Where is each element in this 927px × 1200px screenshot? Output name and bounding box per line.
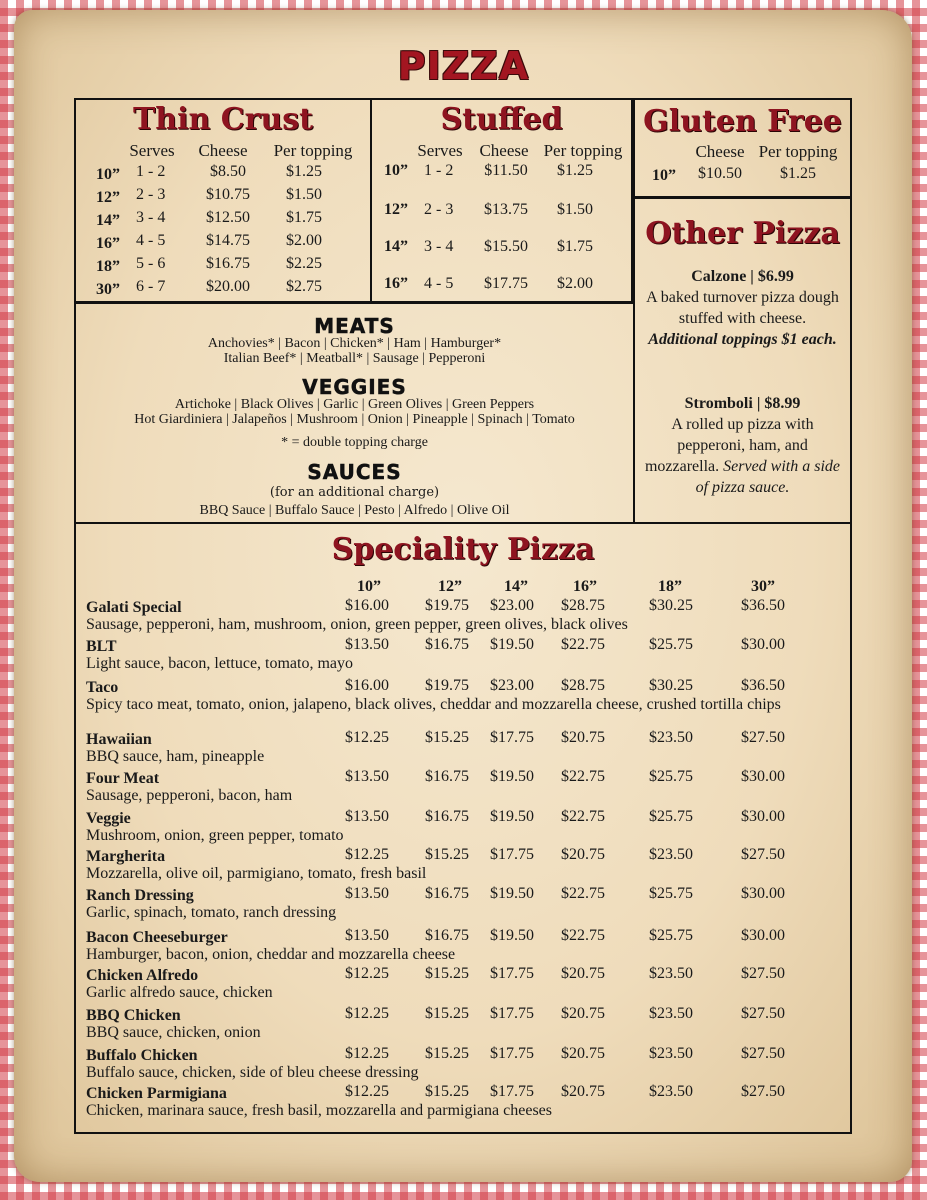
thin-crust-topping: $1.25	[286, 163, 322, 180]
speciality-item-price: $20.75	[561, 846, 605, 863]
stuffed-col-header: Serves	[417, 141, 463, 160]
stuffed-cheese: $11.50	[484, 162, 528, 179]
thin-crust-cheese: $20.00	[206, 278, 250, 295]
thin-crust-size: 16”	[96, 235, 120, 252]
speciality-item-price: $19.50	[490, 808, 534, 825]
gluten-free-size: 10”	[652, 167, 676, 184]
gluten-free-cheese-price: $10.50	[698, 165, 742, 182]
speciality-item-price: $12.25	[345, 1005, 389, 1022]
speciality-item-description: Chicken, marinara sauce, fresh basil, mozzarella and parmigiana cheeses	[86, 1102, 553, 1119]
speciality-item-description: Sausage, pepperoni, ham, mushroom, onion, green pepper, green olives, black olives	[86, 616, 628, 633]
thin-crust-size: 12”	[96, 189, 120, 206]
thin-crust-serves: 1 - 2	[136, 163, 166, 180]
speciality-item-price: $30.00	[741, 927, 785, 944]
speciality-item-price: $22.75	[561, 885, 605, 902]
speciality-item-price: $15.25	[425, 846, 469, 863]
speciality-item-price: $13.50	[345, 885, 389, 902]
speciality-item-price: $22.75	[561, 808, 605, 825]
speciality-item-price: $27.50	[741, 1045, 785, 1062]
other-pizza-header: Other Pizza	[645, 216, 840, 251]
speciality-item-description: BBQ sauce, ham, pineapple	[86, 748, 265, 765]
speciality-size-header: 16”	[573, 578, 597, 595]
sauces-header: SAUCES	[307, 460, 402, 484]
stuffed-cheese: $17.75	[484, 275, 528, 292]
speciality-item-name: Chicken Parmigiana	[86, 1085, 227, 1102]
thin-crust-serves: 5 - 6	[136, 255, 166, 272]
speciality-item-price: $23.50	[649, 846, 693, 863]
thin-crust-serves: 4 - 5	[136, 232, 166, 249]
speciality-item-price: $12.25	[345, 1045, 389, 1062]
thin-crust-topping: $2.25	[286, 255, 322, 272]
speciality-item-price: $12.25	[345, 846, 389, 863]
speciality-item-price: $12.25	[345, 729, 389, 746]
speciality-item-price: $27.50	[741, 846, 785, 863]
gluten-free-topping-price: $1.25	[780, 165, 816, 182]
speciality-item-price: $28.75	[561, 677, 605, 694]
stuffed-serves: 4 - 5	[424, 275, 454, 292]
gluten-free-col-topping: Per topping	[758, 142, 838, 161]
speciality-item-price: $15.25	[425, 1045, 469, 1062]
speciality-item-price: $12.25	[345, 1083, 389, 1100]
speciality-header: Speciality Pizza	[331, 532, 595, 567]
gluten-free-col-cheese: Cheese	[695, 142, 745, 161]
thin-crust-size: 10”	[96, 166, 120, 183]
stuffed-topping: $1.25	[557, 162, 593, 179]
calzone-title: Calzone | $6.99	[691, 268, 794, 285]
speciality-item-price: $15.25	[425, 965, 469, 982]
stuffed-serves: 1 - 2	[424, 162, 454, 179]
thin-crust-size: 18”	[96, 258, 120, 275]
veggies-header: VEGGIES	[302, 375, 407, 399]
speciality-item-price: $15.25	[425, 729, 469, 746]
speciality-item-name: Ranch Dressing	[86, 887, 194, 904]
speciality-item-price: $25.75	[649, 768, 693, 785]
thin-crust-col-header: Per topping	[273, 141, 353, 160]
page-title: PIZZA	[397, 44, 530, 88]
speciality-item-price: $23.50	[649, 1045, 693, 1062]
speciality-item-name: Chicken Alfredo	[86, 967, 199, 984]
speciality-size-header: 14”	[504, 578, 528, 595]
speciality-item-description: BBQ sauce, chicken, onion	[86, 1024, 261, 1041]
speciality-item-description: Garlic, spinach, tomato, ranch dressing	[86, 904, 337, 921]
gluten-free-header: Gluten Free	[643, 104, 842, 139]
stromboli-desc-text: A rolled up pizza with pepperoni, ham, and mozzarella.	[644, 416, 814, 475]
meats-line-2: Italian Beef* | Meatball* | Sausage | Pepperoni	[223, 351, 486, 366]
meats-header: MEATS	[314, 314, 395, 338]
speciality-item-price: $13.50	[345, 927, 389, 944]
stuffed-serves: 3 - 4	[424, 238, 454, 255]
speciality-item-name: BLT	[86, 638, 117, 655]
speciality-item-price: $19.75	[425, 597, 469, 614]
speciality-item-name: Hawaiian	[86, 731, 152, 748]
thin-crust-cheese: $16.75	[206, 255, 250, 272]
speciality-item-price: $23.50	[649, 1083, 693, 1100]
speciality-size-header: 18”	[658, 578, 682, 595]
calzone-description: A baked turnover pizza dough stuffed with cheese.	[646, 289, 839, 327]
speciality-item-name: BBQ Chicken	[86, 1007, 181, 1024]
speciality-item-description: Mushroom, onion, green pepper, tomato	[86, 827, 344, 844]
speciality-item-price: $19.50	[490, 927, 534, 944]
speciality-item-price: $17.75	[490, 729, 534, 746]
speciality-item-price: $20.75	[561, 1045, 605, 1062]
speciality-item-price: $27.50	[741, 1005, 785, 1022]
speciality-item-description: Mozzarella, olive oil, parmigiano, tomato, fresh basil	[86, 865, 427, 882]
speciality-item-price: $25.75	[649, 927, 693, 944]
speciality-item-price: $20.75	[561, 965, 605, 982]
speciality-item-price: $22.75	[561, 927, 605, 944]
speciality-item-price: $12.25	[345, 965, 389, 982]
speciality-item-name: Four Meat	[86, 770, 160, 787]
speciality-item-price: $16.75	[425, 636, 469, 653]
speciality-item-price: $16.00	[345, 677, 389, 694]
speciality-item-price: $19.50	[490, 636, 534, 653]
speciality-item-price: $15.25	[425, 1083, 469, 1100]
speciality-item-price: $27.50	[741, 729, 785, 746]
thin-crust-topping: $2.75	[286, 278, 322, 295]
thin-crust-serves: 3 - 4	[136, 209, 166, 226]
thin-crust-size: 30”	[96, 281, 120, 298]
speciality-item-price: $25.75	[649, 808, 693, 825]
thin-crust-cheese: $14.75	[206, 232, 250, 249]
stuffed-serves: 2 - 3	[424, 201, 454, 218]
speciality-item-price: $22.75	[561, 636, 605, 653]
speciality-item-price: $20.75	[561, 1005, 605, 1022]
speciality-item-price: $19.50	[490, 768, 534, 785]
speciality-item-price: $23.50	[649, 1005, 693, 1022]
speciality-item-price: $23.50	[649, 729, 693, 746]
stromboli-block	[640, 393, 845, 498]
speciality-item-description: Spicy taco meat, tomato, onion, jalapeno, black olives, cheddar and mozzarella cheese, crushed tortilla chips	[86, 696, 781, 713]
speciality-item-name: Buffalo Chicken	[86, 1047, 198, 1064]
stromboli-note: Served with a side of pizza sauce.	[695, 458, 841, 496]
speciality-item-description: Light sauce, bacon, lettuce, tomato, mayo	[86, 655, 354, 672]
thin-crust-cheese: $8.50	[210, 163, 246, 180]
stuffed-topping: $1.50	[557, 201, 593, 218]
speciality-item-price: $13.50	[345, 808, 389, 825]
speciality-item-price: $17.75	[490, 846, 534, 863]
speciality-item-price: $17.75	[490, 965, 534, 982]
veggies-line-2: Hot Giardiniera | Jalapeños | Mushroom | Onion | Pineapple | Spinach | Tomato	[134, 412, 575, 427]
speciality-item-name: Margherita	[86, 848, 166, 865]
thin-crust-topping: $1.75	[286, 209, 322, 226]
speciality-item-price: $19.75	[425, 677, 469, 694]
speciality-size-header: 10”	[357, 578, 381, 595]
calzone-block	[640, 266, 845, 350]
speciality-item-price: $17.75	[490, 1045, 534, 1062]
speciality-item-price: $17.75	[490, 1083, 534, 1100]
speciality-item-price: $36.50	[741, 677, 785, 694]
speciality-item-price: $27.50	[741, 1083, 785, 1100]
speciality-item-price: $13.50	[345, 768, 389, 785]
stuffed-cheese: $13.75	[484, 201, 528, 218]
thin-crust-topping: $2.00	[286, 232, 322, 249]
speciality-item-description: Garlic alfredo sauce, chicken	[86, 984, 273, 1001]
stuffed-topping: $1.75	[557, 238, 593, 255]
speciality-item-name: Taco	[86, 679, 119, 696]
speciality-item-description: Buffalo sauce, chicken, side of bleu cheese dressing	[86, 1064, 419, 1081]
speciality-item-price: $25.75	[649, 636, 693, 653]
speciality-item-name: Bacon Cheeseburger	[86, 929, 228, 946]
speciality-item-price: $20.75	[561, 729, 605, 746]
speciality-item-name: Veggie	[86, 810, 131, 827]
thin-crust-header: Thin Crust	[132, 102, 314, 137]
speciality-item-price: $25.75	[649, 885, 693, 902]
speciality-item-name: Galati Special	[86, 599, 182, 616]
stuffed-topping: $2.00	[557, 275, 593, 292]
thin-crust-topping: $1.50	[286, 186, 322, 203]
sauces-list: BBQ Sauce | Buffalo Sauce | Pesto | Alfredo | Olive Oil	[199, 503, 510, 518]
speciality-item-price: $30.25	[649, 597, 693, 614]
speciality-item-price: $19.50	[490, 885, 534, 902]
speciality-size-header: 30”	[751, 578, 775, 595]
speciality-item-price: $27.50	[741, 965, 785, 982]
speciality-item-price: $22.75	[561, 768, 605, 785]
speciality-item-price: $28.75	[561, 597, 605, 614]
thin-crust-size: 14”	[96, 212, 120, 229]
thin-crust-cheese: $10.75	[206, 186, 250, 203]
speciality-item-price: $23.00	[490, 597, 534, 614]
speciality-item-price: $36.50	[741, 597, 785, 614]
stuffed-size: 12”	[384, 201, 408, 218]
speciality-item-description: Sausage, pepperoni, bacon, ham	[86, 787, 293, 804]
speciality-size-header: 12”	[438, 578, 462, 595]
veggies-line-1: Artichoke | Black Olives | Garlic | Green Olives | Green Peppers	[174, 397, 535, 412]
thin-crust-col-header: Serves	[129, 141, 175, 160]
speciality-item-price: $16.75	[425, 885, 469, 902]
thin-crust-col-header: Cheese	[198, 141, 248, 160]
speciality-item-price: $16.75	[425, 768, 469, 785]
speciality-item-price: $30.25	[649, 677, 693, 694]
meats-line-1: Anchovies* | Bacon | Chicken* | Ham | Hamburger*	[207, 336, 502, 351]
stuffed-cheese: $15.50	[484, 238, 528, 255]
speciality-item-price: $16.75	[425, 808, 469, 825]
stuffed-col-header: Per topping	[543, 141, 623, 160]
thin-crust-serves: 6 - 7	[136, 278, 166, 295]
stuffed-size: 14”	[384, 238, 408, 255]
speciality-item-price: $30.00	[741, 808, 785, 825]
stuffed-header: Stuffed	[440, 102, 563, 137]
speciality-item-price: $30.00	[741, 768, 785, 785]
thin-crust-cheese: $12.50	[206, 209, 250, 226]
speciality-item-price: $13.50	[345, 636, 389, 653]
thin-crust-serves: 2 - 3	[136, 186, 166, 203]
speciality-item-price: $20.75	[561, 1083, 605, 1100]
stromboli-description	[640, 414, 845, 498]
speciality-item-price: $16.75	[425, 927, 469, 944]
speciality-item-price: $16.00	[345, 597, 389, 614]
stuffed-size: 16”	[384, 275, 408, 292]
speciality-item-description: Hamburger, bacon, onion, cheddar and mozzarella cheese	[86, 946, 456, 963]
stuffed-size: 10”	[384, 162, 408, 179]
speciality-item-price: $23.00	[490, 677, 534, 694]
speciality-item-price: $15.25	[425, 1005, 469, 1022]
double-topping-note: * = double topping charge	[281, 435, 428, 450]
sauces-subtitle: (for an additional charge)	[269, 485, 440, 500]
calzone-note: Additional toppings $1 each.	[648, 331, 837, 348]
stuffed-col-header: Cheese	[479, 141, 529, 160]
speciality-item-price: $30.00	[741, 885, 785, 902]
speciality-item-price: $23.50	[649, 965, 693, 982]
speciality-item-price: $30.00	[741, 636, 785, 653]
stromboli-title: Stromboli | $8.99	[684, 395, 801, 412]
speciality-item-price: $17.75	[490, 1005, 534, 1022]
